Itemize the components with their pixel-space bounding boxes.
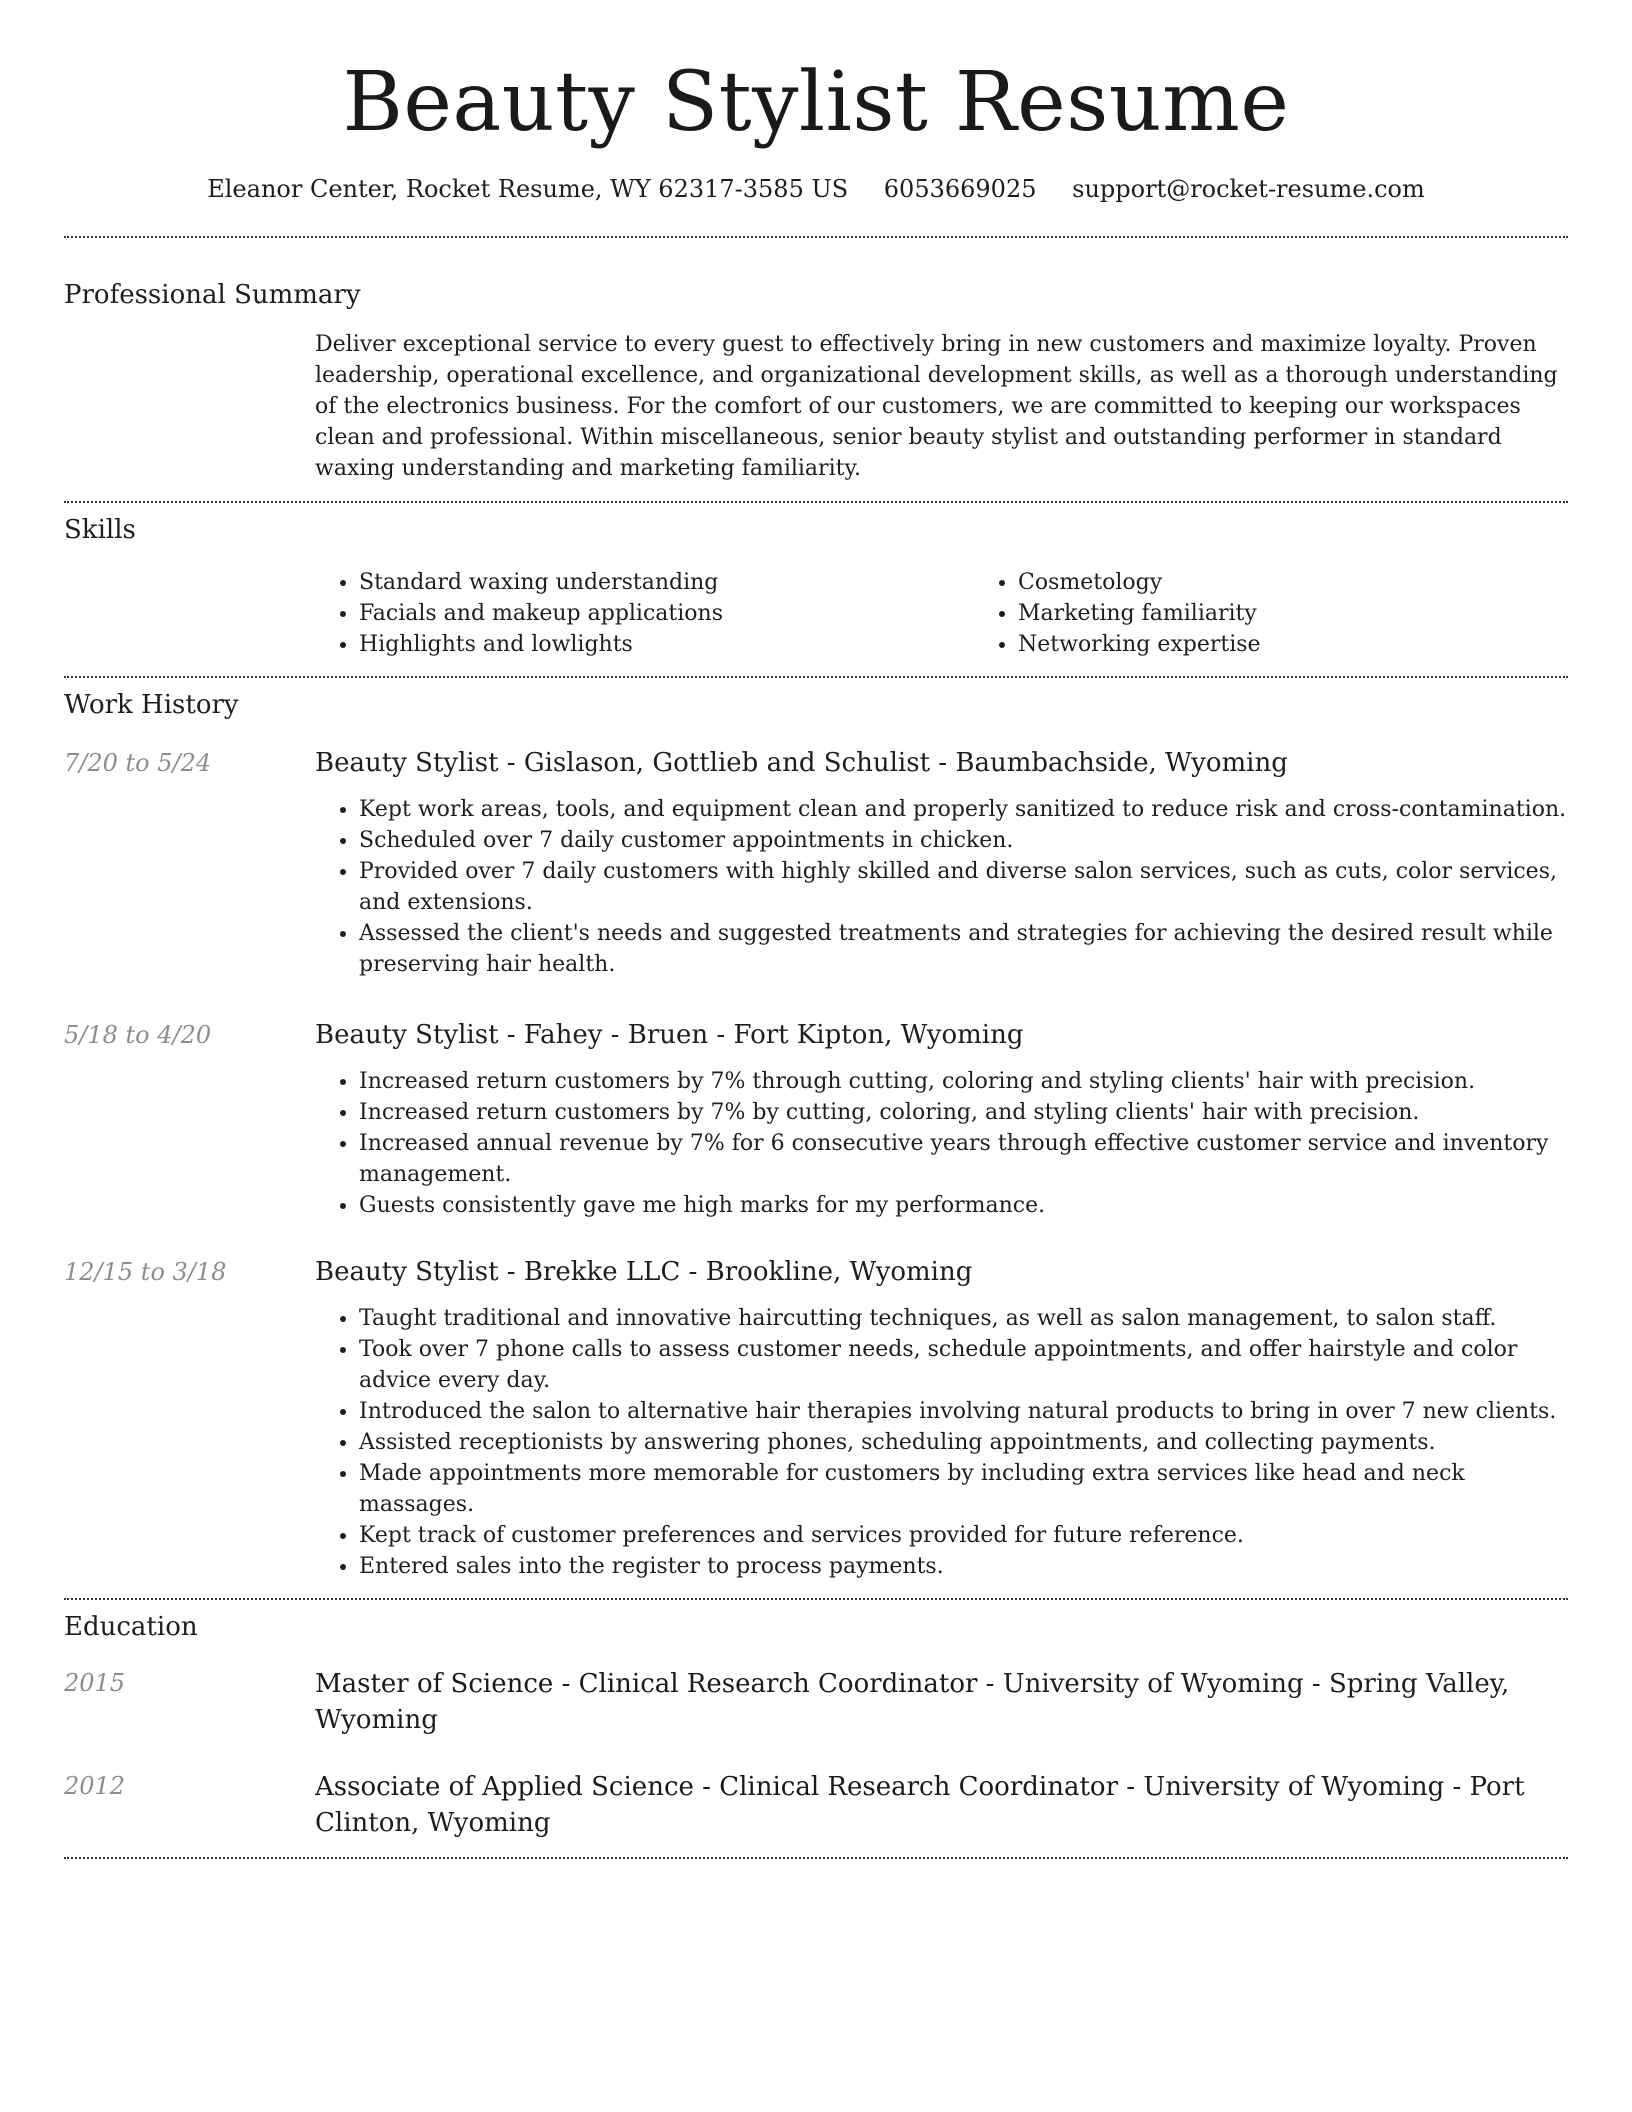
job-duties	[315, 1303, 1568, 1582]
duty-item: • Made appointments more memorable for customers by including extra services like head and neck massages.	[359, 1458, 1568, 1520]
education-year: 2012	[64, 1772, 126, 1800]
duty-item: • Increased annual revenue by 7% for 6 consecutive years through effective customer service and inventory management.	[359, 1128, 1568, 1190]
job-duties	[315, 794, 1568, 980]
duty-item: • Provided over 7 daily customers with highly skilled and diverse salon services, such as cuts, color services, and extensions.	[359, 856, 1568, 918]
summary-heading: Professional Summary	[64, 280, 361, 310]
duty-item: • Assessed the client's needs and suggested treatments and strategies for achieving the desired result while preserving hair health.	[359, 918, 1568, 980]
job-entry	[64, 1255, 1568, 1582]
summary-text: Deliver exceptional service to every guest to effectively bring in new customers and maximize loyalty. Proven leadership, operational excellence, and organizational development skills, as well as a thorough understanding of the electronics business. For the comfort of our customers, we are committed to keeping our workspaces clean and professional. Within miscellaneous, senior beauty stylist and outstanding performer in standard waxing understanding and marketing familiarity.	[315, 332, 1558, 481]
resume-page	[64, 0, 1568, 1859]
skill-item: • Networking expertise	[1018, 629, 1632, 660]
skill-item: • Marketing familiarity	[1018, 598, 1632, 629]
education-degree: Master of Science - Clinical Research Coordinator	[315, 1669, 978, 1699]
contact-line	[64, 172, 1568, 206]
work-heading: Work History	[64, 690, 239, 720]
contact-email: support@rocket-resume.com	[1072, 175, 1425, 203]
skill-item: • Highlights and lowlights	[359, 629, 974, 660]
duty-item: • Took over 7 phone calls to assess customer needs, schedule appointments, and offer hairstyle and color advice every day.	[359, 1334, 1568, 1396]
work-section	[64, 678, 1568, 1582]
duty-item: • Increased return customers by 7% by cutting, coloring, and styling clients' hair with precision.	[359, 1097, 1568, 1128]
duty-item: • Assisted receptionists by answering phones, scheduling appointments, and collecting payments.	[359, 1427, 1568, 1458]
skills-list-right	[974, 567, 1632, 660]
skill-item: • Facials and makeup applications	[359, 598, 974, 629]
education-degree: Associate of Applied Science - Clinical Research Coordinator	[315, 1772, 1118, 1802]
duty-item: • Entered sales into the register to process payments.	[359, 1551, 1568, 1582]
skill-item: • Standard waxing understanding	[359, 567, 974, 598]
job-title: Beauty Stylist - Fahey - Bruen - Fort Kipton, Wyoming	[315, 1020, 1024, 1050]
skills-heading: Skills	[64, 515, 136, 545]
duty-item: • Introduced the salon to alternative hair therapies involving natural products to bring in over 7 new clients.	[359, 1396, 1568, 1427]
summary-section	[64, 238, 1568, 484]
job-entry	[64, 1018, 1568, 1221]
skills-section	[64, 503, 1568, 660]
job-dates: 5/18 to 4/20	[64, 1021, 212, 1049]
education-year: 2015	[64, 1669, 126, 1697]
contact-address: Eleanor Center, Rocket Resume, WY 62317-3585 US	[207, 175, 849, 203]
education-heading: Education	[64, 1612, 198, 1642]
education-school: - University of Wyoming - Spring Valley, Wyoming	[315, 1669, 1510, 1735]
job-dates: 7/20 to 5/24	[64, 749, 212, 777]
job-duties	[315, 1066, 1568, 1221]
resume-title: Beauty Stylist Resume	[342, 55, 1290, 150]
skills-list-left	[315, 567, 974, 660]
skill-item: • Cosmetology	[1018, 567, 1632, 598]
duty-item: • Guests consistently gave me high marks for my performance.	[359, 1190, 1568, 1221]
divider	[64, 1857, 1568, 1859]
contact-phone: 6053669025	[883, 175, 1037, 203]
job-entry	[64, 746, 1568, 980]
education-entry	[64, 1666, 1568, 1738]
education-entry	[64, 1769, 1568, 1841]
duty-item: • Kept work areas, tools, and equipment clean and properly sanitized to reduce risk and cross-contamination.	[359, 794, 1568, 825]
job-dates: 12/15 to 3/18	[64, 1258, 227, 1286]
education-school: - University of Wyoming - Port Clinton, Wyoming	[315, 1772, 1525, 1838]
duty-item: • Kept track of customer preferences and services provided for future reference.	[359, 1520, 1568, 1551]
education-section	[64, 1600, 1568, 1841]
duty-item: • Increased return customers by 7% through cutting, coloring and styling clients' hair with precision.	[359, 1066, 1568, 1097]
job-title: Beauty Stylist - Brekke LLC - Brookline, Wyoming	[315, 1257, 973, 1287]
job-title: Beauty Stylist - Gislason, Gottlieb and Schulist - Baumbachside, Wyoming	[315, 748, 1288, 778]
duty-item: • Taught traditional and innovative haircutting techniques, as well as salon management, to salon staff.	[359, 1303, 1568, 1334]
duty-item: • Scheduled over 7 daily customer appointments in chicken.	[359, 825, 1568, 856]
